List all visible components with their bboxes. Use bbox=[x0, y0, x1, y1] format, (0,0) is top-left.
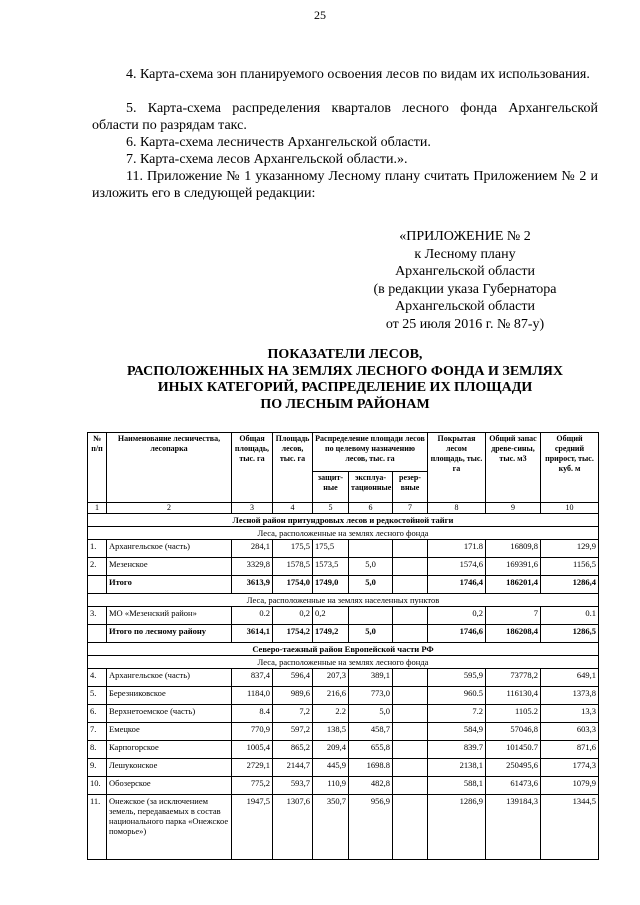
cell-protective: 138,5 bbox=[313, 723, 349, 741]
paragraph-item-11: 11. Приложение № 1 указанному Лесному плану считать Приложением № 2 и изложить его в следующей редакции: bbox=[92, 169, 598, 201]
header-reserve: резер-вные bbox=[393, 472, 428, 503]
cell-reserve bbox=[393, 741, 428, 759]
cell-forest-area: 1754,2 bbox=[273, 625, 313, 643]
cell-stock: 73778,2 bbox=[486, 669, 541, 687]
cell-reserve bbox=[393, 795, 428, 860]
cell-growth: 1344,5 bbox=[541, 795, 599, 860]
cell-exploitation bbox=[349, 540, 393, 558]
cell-name: Лешуконское bbox=[107, 759, 232, 777]
cell-reserve bbox=[393, 540, 428, 558]
table-row bbox=[88, 558, 599, 576]
cell-num: 3. bbox=[88, 607, 107, 625]
subsection-title: Леса, расположенные на землях лесного фонда bbox=[88, 656, 599, 669]
cell-growth: 1079,9 bbox=[541, 777, 599, 795]
column-numbers-row bbox=[88, 503, 599, 514]
cell-forest-area: 1578,5 bbox=[273, 558, 313, 576]
cell-num bbox=[88, 625, 107, 643]
cell-protective: 1749,0 bbox=[313, 576, 349, 594]
document-title bbox=[90, 347, 600, 413]
cell-covered: 588,1 bbox=[428, 777, 486, 795]
col-number: 6 bbox=[349, 503, 393, 514]
title-line: РАСПОЛОЖЕННЫХ НА ЗЕМЛЯХ ЛЕСНОГО ФОНДА И ЗЕМЛЯХ bbox=[126, 363, 564, 379]
cell-protective: 0,2 bbox=[313, 607, 349, 625]
section-title: Северо-таежный район Европейской части РФ bbox=[88, 643, 599, 656]
cell-covered: 960.5 bbox=[428, 687, 486, 705]
cell-name: Итого bbox=[107, 576, 232, 594]
appendix-line: от 25 июля 2016 г. № 87-у) bbox=[385, 316, 545, 332]
cell-forest-area: 1754,0 bbox=[273, 576, 313, 594]
cell-growth: 603,3 bbox=[541, 723, 599, 741]
col-number: 4 bbox=[273, 503, 313, 514]
cell-reserve bbox=[393, 607, 428, 625]
subsection-title: Леса, расположенные на землях лесного фонда bbox=[88, 527, 599, 540]
cell-growth: 1286,4 bbox=[541, 576, 599, 594]
appendix-line: к Лесному плану bbox=[414, 246, 516, 262]
header-protective: защит-ные bbox=[313, 472, 349, 503]
cell-growth: 13,3 bbox=[541, 705, 599, 723]
cell-name: Карпогорское bbox=[107, 741, 232, 759]
cell-total-area: 1947,5 bbox=[232, 795, 273, 860]
header-row bbox=[88, 433, 599, 472]
cell-covered: 1746,4 bbox=[428, 576, 486, 594]
cell-growth: 1156,5 bbox=[541, 558, 599, 576]
table-row bbox=[88, 777, 599, 795]
header-num: № п/п bbox=[88, 433, 107, 503]
cell-exploitation: 5,0 bbox=[349, 576, 393, 594]
section-title: Лесной район притундровых лесов и редкостойной тайги bbox=[88, 514, 599, 527]
subsection-row bbox=[88, 527, 599, 540]
cell-covered: 595,9 bbox=[428, 669, 486, 687]
table-row bbox=[88, 669, 599, 687]
section-row bbox=[88, 514, 599, 527]
subsection-title: Леса, расположенные на землях населенных пунктов bbox=[88, 594, 599, 607]
cell-num: 5. bbox=[88, 687, 107, 705]
subsection-row bbox=[88, 656, 599, 669]
cell-covered: 0,2 bbox=[428, 607, 486, 625]
table-row bbox=[88, 540, 599, 558]
cell-growth: 649,1 bbox=[541, 669, 599, 687]
table-row bbox=[88, 759, 599, 777]
page-number: 25 bbox=[314, 8, 326, 22]
cell-protective: 1749,2 bbox=[313, 625, 349, 643]
title-line: ПОКАЗАТЕЛИ ЛЕСОВ, bbox=[267, 347, 423, 362]
cell-protective: 1573,5 bbox=[313, 558, 349, 576]
cell-name: Мезенское bbox=[107, 558, 232, 576]
cell-growth: 129,9 bbox=[541, 540, 599, 558]
cell-covered: 839.7 bbox=[428, 741, 486, 759]
subsection-row bbox=[88, 594, 599, 607]
cell-total-area: 1005,4 bbox=[232, 741, 273, 759]
header-covered: Покрытая лесом площадь, тыс. га bbox=[428, 433, 486, 503]
cell-reserve bbox=[393, 759, 428, 777]
cell-reserve bbox=[393, 687, 428, 705]
cell-num: 7. bbox=[88, 723, 107, 741]
cell-name: Итого по лесному району bbox=[107, 625, 232, 643]
paragraph-item-6: 6. Карта-схема лесничеств Архангельской области. bbox=[126, 135, 431, 150]
cell-stock: 61473,6 bbox=[486, 777, 541, 795]
paragraph-item-4: 4. Карта-схема зон планируемого освоения лесов по видам их использования. bbox=[126, 67, 590, 82]
cell-stock: 116130,4 bbox=[486, 687, 541, 705]
cell-forest-area: 989,6 bbox=[273, 687, 313, 705]
col-number: 8 bbox=[428, 503, 486, 514]
cell-forest-area: 596,4 bbox=[273, 669, 313, 687]
cell-num: 9. bbox=[88, 759, 107, 777]
cell-growth: 0.1 bbox=[541, 607, 599, 625]
cell-exploitation: 389,1 bbox=[349, 669, 393, 687]
cell-forest-area: 597,2 bbox=[273, 723, 313, 741]
cell-covered: 2138,1 bbox=[428, 759, 486, 777]
cell-num: 6. bbox=[88, 705, 107, 723]
cell-protective: 445,9 bbox=[313, 759, 349, 777]
cell-stock: 139184,3 bbox=[486, 795, 541, 860]
cell-num: 1. bbox=[88, 540, 107, 558]
cell-name: Онежское (за исключением земель, передаваемых в состав национального парка «Онежское поморье») bbox=[107, 795, 232, 860]
appendix-heading bbox=[330, 228, 600, 333]
cell-exploitation: 482,8 bbox=[349, 777, 393, 795]
cell-protective: 207,3 bbox=[313, 669, 349, 687]
cell-stock: 57046,8 bbox=[486, 723, 541, 741]
cell-num: 11. bbox=[88, 795, 107, 860]
cell-covered: 1574,6 bbox=[428, 558, 486, 576]
col-number: 7 bbox=[393, 503, 428, 514]
cell-protective: 350,7 bbox=[313, 795, 349, 860]
cell-stock: 16809,8 bbox=[486, 540, 541, 558]
cell-exploitation: 458,7 bbox=[349, 723, 393, 741]
cell-num bbox=[88, 576, 107, 594]
cell-growth: 871,6 bbox=[541, 741, 599, 759]
cell-covered: 171.8 bbox=[428, 540, 486, 558]
col-number: 1 bbox=[88, 503, 107, 514]
cell-protective: 2.2 bbox=[313, 705, 349, 723]
cell-protective: 209,4 bbox=[313, 741, 349, 759]
cell-total-area: 3613,9 bbox=[232, 576, 273, 594]
cell-name: Архангельское (часть) bbox=[107, 669, 232, 687]
cell-total-area: 3614,1 bbox=[232, 625, 273, 643]
cell-forest-area: 865,2 bbox=[273, 741, 313, 759]
cell-reserve bbox=[393, 625, 428, 643]
table-row bbox=[88, 705, 599, 723]
cell-covered: 1746,6 bbox=[428, 625, 486, 643]
cell-exploitation bbox=[349, 607, 393, 625]
cell-exploitation: 655,8 bbox=[349, 741, 393, 759]
col-number: 10 bbox=[541, 503, 599, 514]
cell-exploitation: 956,9 bbox=[349, 795, 393, 860]
table-row bbox=[88, 795, 599, 860]
cell-name: Обозерское bbox=[107, 777, 232, 795]
cell-exploitation: 5,0 bbox=[349, 558, 393, 576]
cell-num: 8. bbox=[88, 741, 107, 759]
cell-exploitation: 1698.8 bbox=[349, 759, 393, 777]
cell-growth: 1373,8 bbox=[541, 687, 599, 705]
cell-covered: 7.2 bbox=[428, 705, 486, 723]
header-exploitation: эксплуа-тационные bbox=[349, 472, 393, 503]
table-row-total bbox=[88, 576, 599, 594]
header-forest-area: Площадь лесов, тыс. га bbox=[273, 433, 313, 503]
table-row-total bbox=[88, 625, 599, 643]
cell-forest-area: 593,7 bbox=[273, 777, 313, 795]
cell-stock: 250495,6 bbox=[486, 759, 541, 777]
cell-total-area: 0.2 bbox=[232, 607, 273, 625]
cell-reserve bbox=[393, 777, 428, 795]
cell-forest-area: 175,5 bbox=[273, 540, 313, 558]
cell-num: 4. bbox=[88, 669, 107, 687]
title-line: ПО ЛЕСНЫМ РАЙОНАМ bbox=[260, 396, 430, 412]
cell-total-area: 3329,8 bbox=[232, 558, 273, 576]
forest-indicators-table bbox=[87, 432, 599, 860]
cell-covered: 584,9 bbox=[428, 723, 486, 741]
header-name: Наименование лесничества, лесопарка bbox=[107, 433, 232, 503]
title-line: ИНЫХ КАТЕГОРИЙ, РАСПРЕДЕЛЕНИЕ ИХ ПЛОЩАДИ bbox=[157, 380, 533, 395]
cell-name: Верхнетоемское (часть) bbox=[107, 705, 232, 723]
header-growth: Общий средний прирост, тыс. куб. м bbox=[541, 433, 599, 503]
cell-protective: 110,9 bbox=[313, 777, 349, 795]
cell-stock: 101450.7 bbox=[486, 741, 541, 759]
cell-covered: 1286,9 bbox=[428, 795, 486, 860]
cell-forest-area: 2144,7 bbox=[273, 759, 313, 777]
cell-num: 2. bbox=[88, 558, 107, 576]
cell-reserve bbox=[393, 723, 428, 741]
cell-exploitation: 773,0 bbox=[349, 687, 393, 705]
cell-name: Архангельское (часть) bbox=[107, 540, 232, 558]
cell-reserve bbox=[393, 705, 428, 723]
cell-total-area: 837,4 bbox=[232, 669, 273, 687]
cell-total-area: 8.4 bbox=[232, 705, 273, 723]
cell-forest-area: 7,2 bbox=[273, 705, 313, 723]
cell-num: 10. bbox=[88, 777, 107, 795]
cell-name: Емецкое bbox=[107, 723, 232, 741]
cell-total-area: 770,9 bbox=[232, 723, 273, 741]
cell-total-area: 284,1 bbox=[232, 540, 273, 558]
header-stock: Общий запас древе-сины, тыс. м3 bbox=[486, 433, 541, 503]
table-row bbox=[88, 607, 599, 625]
cell-stock: 7 bbox=[486, 607, 541, 625]
appendix-line: «ПРИЛОЖЕНИЕ № 2 bbox=[399, 229, 531, 244]
section-row bbox=[88, 643, 599, 656]
paragraph-item-7: 7. Карта-схема лесов Архангельской области.». bbox=[126, 152, 408, 167]
cell-total-area: 775,2 bbox=[232, 777, 273, 795]
cell-stock: 1105.2 bbox=[486, 705, 541, 723]
cell-stock: 186208,4 bbox=[486, 625, 541, 643]
cell-growth: 1774,3 bbox=[541, 759, 599, 777]
cell-reserve bbox=[393, 576, 428, 594]
appendix-line: (в редакции указа Губернатора bbox=[373, 281, 557, 297]
cell-forest-area: 1307,6 bbox=[273, 795, 313, 860]
cell-reserve bbox=[393, 558, 428, 576]
cell-total-area: 1184,0 bbox=[232, 687, 273, 705]
paragraph-item-5: 5. Карта-схема распределения кварталов лесного фонда Архангельской области по разрядам такс. bbox=[92, 101, 598, 133]
cell-name: МО «Мезенский район» bbox=[107, 607, 232, 625]
col-number: 9 bbox=[486, 503, 541, 514]
cell-stock: 169391,6 bbox=[486, 558, 541, 576]
header-total-area: Общая площадь, тыс. га bbox=[232, 433, 273, 503]
appendix-line: Архангельской области bbox=[395, 299, 535, 314]
cell-growth: 1286,5 bbox=[541, 625, 599, 643]
table-row bbox=[88, 741, 599, 759]
cell-total-area: 2729,1 bbox=[232, 759, 273, 777]
appendix-line: Архангельской области bbox=[395, 264, 535, 279]
cell-name: Березниковское bbox=[107, 687, 232, 705]
cell-protective: 175,5 bbox=[313, 540, 349, 558]
col-number: 3 bbox=[232, 503, 273, 514]
cell-exploitation: 5,0 bbox=[349, 625, 393, 643]
col-number: 2 bbox=[107, 503, 232, 514]
header-distribution: Распределение площади лесов по целевому назначению лесов, тыс. га bbox=[313, 433, 428, 472]
cell-protective: 216,6 bbox=[313, 687, 349, 705]
table-row bbox=[88, 687, 599, 705]
cell-exploitation: 5,0 bbox=[349, 705, 393, 723]
cell-reserve bbox=[393, 669, 428, 687]
cell-forest-area: 0,2 bbox=[273, 607, 313, 625]
table-row bbox=[88, 723, 599, 741]
col-number: 5 bbox=[313, 503, 349, 514]
cell-stock: 186201,4 bbox=[486, 576, 541, 594]
